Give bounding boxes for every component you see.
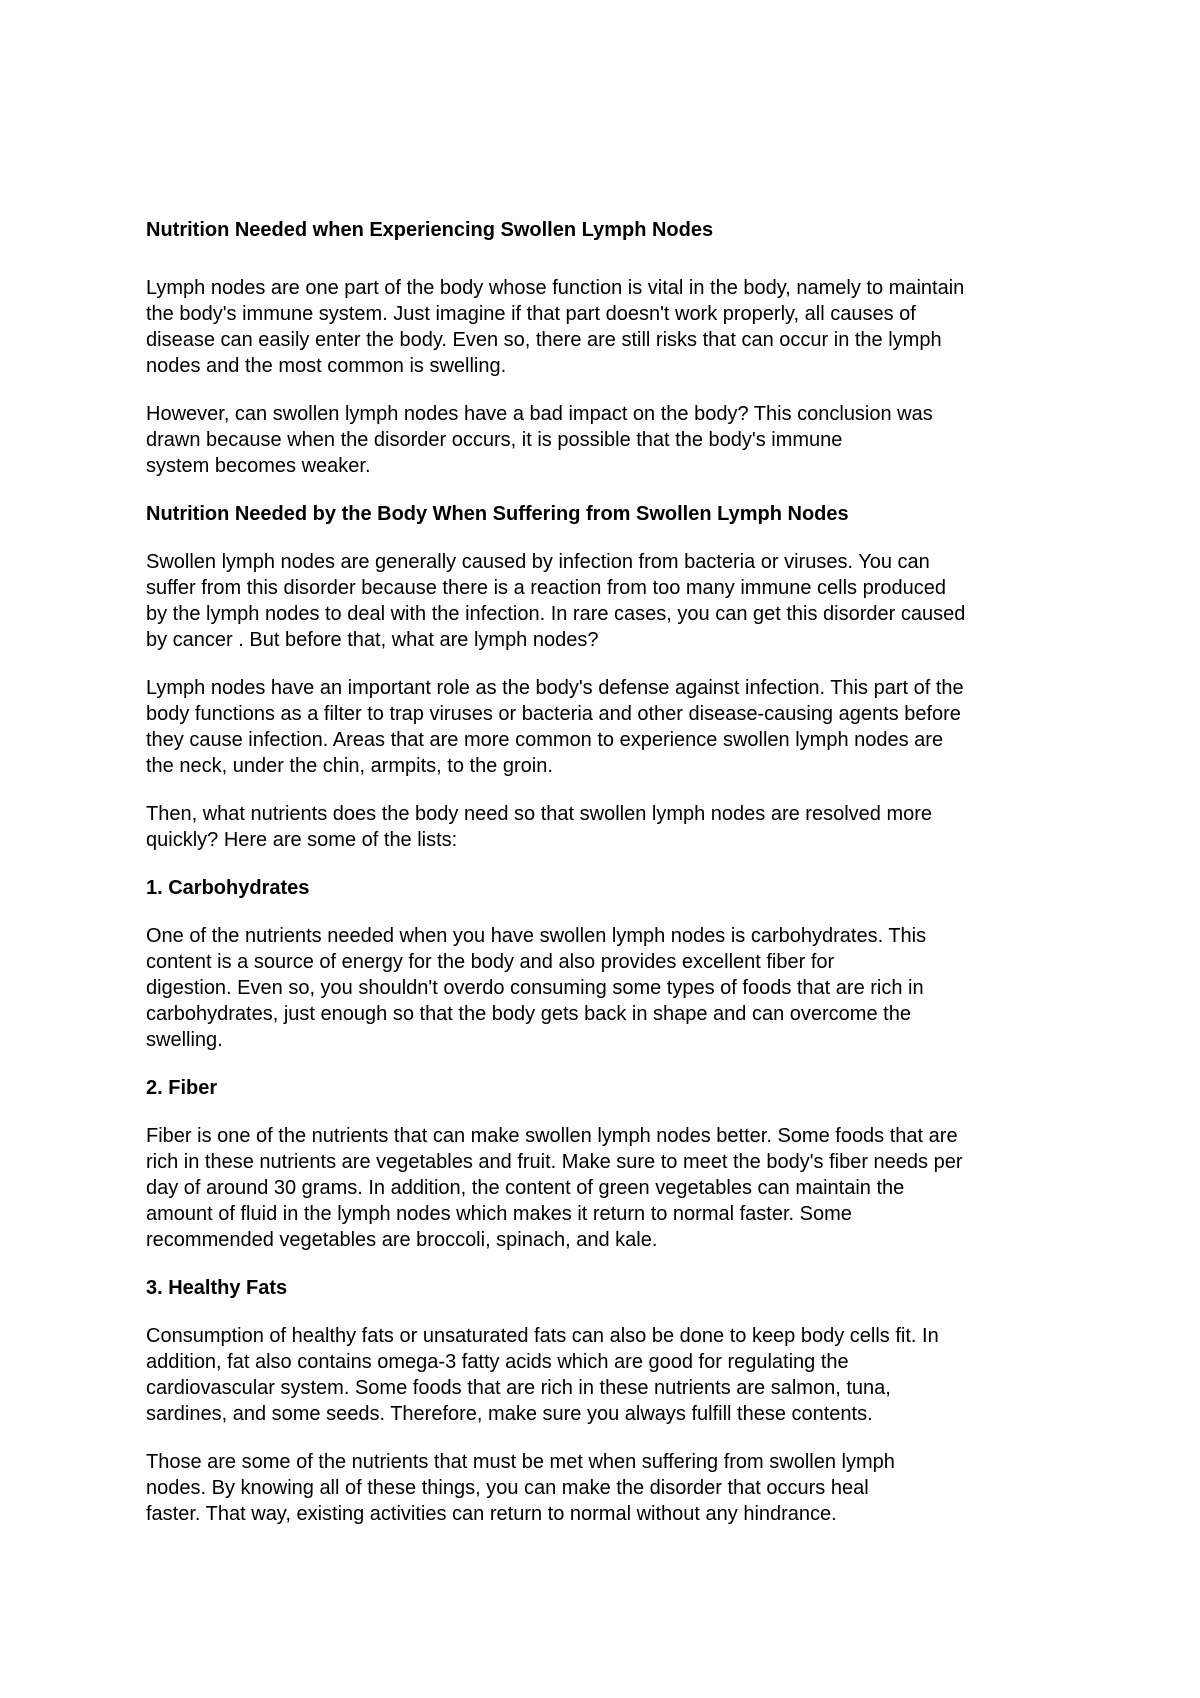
text-line: Then, what nutrients does the body need so that swollen lymph nodes are resolved more: [146, 803, 933, 825]
intro-paragraph-2: [146, 401, 1076, 479]
text-line: nodes. By knowing all of these things, you can make the disorder that occurs heal: [146, 1477, 869, 1499]
text-line: body functions as a filter to trap viruses or bacteria and other disease-causing agents before: [146, 703, 961, 725]
section-paragraph-3: [146, 801, 1076, 853]
item-paragraph-carbohydrates: [146, 923, 1076, 1053]
text-line: faster. That way, existing activities can return to normal without any hindrance.: [146, 1503, 837, 1525]
text-line: Those are some of the nutrients that must be met when suffering from swollen lymph: [146, 1451, 895, 1473]
text-line: by cancer . But before that, what are lymph nodes?: [146, 629, 599, 651]
item-paragraph-healthy-fats: [146, 1323, 1076, 1427]
text-line: content is a source of energy for the body and also provides excellent fiber for: [146, 951, 835, 973]
text-line: they cause infection. Areas that are more common to experience swollen lymph nodes are: [146, 729, 944, 751]
text-line: One of the nutrients needed when you have swollen lymph nodes is carbohydrates. This: [146, 925, 927, 947]
text-line: quickly? Here are some of the lists:: [146, 829, 458, 851]
text-line: cardiovascular system. Some foods that are rich in these nutrients are salmon, tuna,: [146, 1377, 891, 1399]
section-paragraph-2: [146, 675, 1076, 779]
closing-paragraph: [146, 1449, 1076, 1527]
text-line: Lymph nodes have an important role as the body's defense against infection. This part of the: [146, 677, 964, 699]
section-heading: Nutrition Needed by the Body When Suffering from Swollen Lymph Nodes: [146, 503, 849, 525]
intro-paragraph-1: [146, 275, 1076, 379]
text-line: recommended vegetables are broccoli, spinach, and kale.: [146, 1229, 658, 1251]
text-line: suffer from this disorder because there is a reaction from too many immune cells produced: [146, 577, 946, 599]
item-heading-fiber: 2. Fiber: [146, 1077, 218, 1099]
text-line: nodes and the most common is swelling.: [146, 355, 507, 377]
text-line: system becomes weaker.: [146, 455, 371, 477]
text-line: amount of fluid in the lymph nodes which makes it return to normal faster. Some: [146, 1203, 852, 1225]
text-line: drawn because when the disorder occurs, it is possible that the body's immune: [146, 429, 843, 451]
text-line: Fiber is one of the nutrients that can make swollen lymph nodes better. Some foods that are: [146, 1125, 958, 1147]
text-line: disease can easily enter the body. Even so, there are still risks that can occur in the lymph: [146, 329, 942, 351]
document-page: [146, 217, 1076, 1549]
text-line: Consumption of healthy fats or unsaturated fats can also be done to keep body cells fit. In: [146, 1325, 939, 1347]
text-line: digestion. Even so, you shouldn't overdo consuming some types of foods that are rich in: [146, 977, 924, 999]
text-line: sardines, and some seeds. Therefore, make sure you always fulfill these contents.: [146, 1403, 873, 1425]
text-line: Swollen lymph nodes are generally caused by infection from bacteria or viruses. You can: [146, 551, 930, 573]
text-line: addition, fat also contains omega-3 fatty acids which are good for regulating the: [146, 1351, 849, 1373]
text-line: carbohydrates, just enough so that the body gets back in shape and can overcome the: [146, 1003, 911, 1025]
text-line: However, can swollen lymph nodes have a bad impact on the body? This conclusion was: [146, 403, 933, 425]
text-line: by the lymph nodes to deal with the infection. In rare cases, you can get this disorder caused: [146, 603, 966, 625]
text-line: the neck, under the chin, armpits, to the groin.: [146, 755, 553, 777]
text-line: Lymph nodes are one part of the body whose function is vital in the body, namely to maintain: [146, 277, 965, 299]
text-line: day of around 30 grams. In addition, the content of green vegetables can maintain the: [146, 1177, 905, 1199]
item-heading-carbohydrates: 1. Carbohydrates: [146, 877, 310, 899]
text-line: rich in these nutrients are vegetables and fruit. Make sure to meet the body's fiber needs per: [146, 1151, 963, 1173]
section-paragraph-1: [146, 549, 1076, 653]
text-line: the body's immune system. Just imagine if that part doesn't work properly, all causes of: [146, 303, 916, 325]
item-paragraph-fiber: [146, 1123, 1076, 1253]
item-heading-healthy-fats: 3. Healthy Fats: [146, 1277, 288, 1299]
document-title: Nutrition Needed when Experiencing Swollen Lymph Nodes: [146, 219, 714, 241]
text-line: swelling.: [146, 1029, 223, 1051]
